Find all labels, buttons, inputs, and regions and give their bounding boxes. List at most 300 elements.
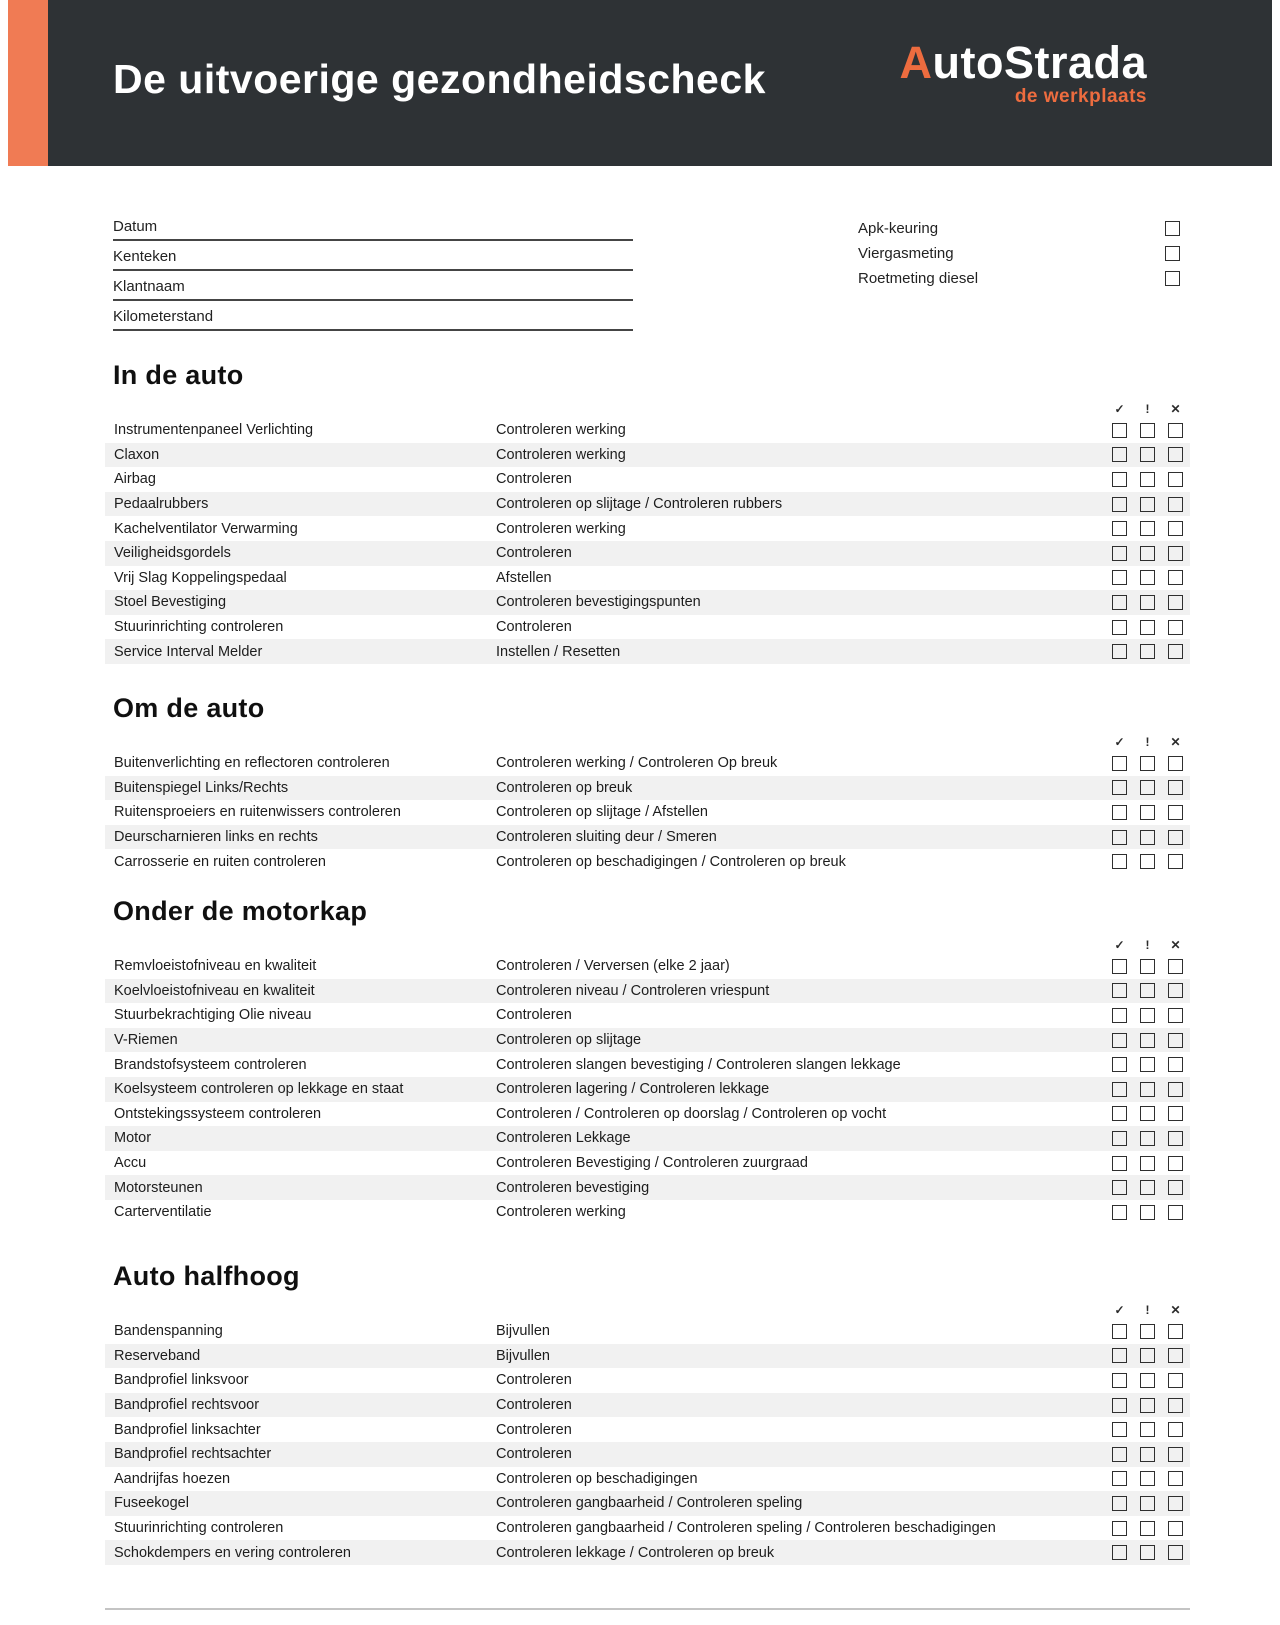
row-checkbox-ok[interactable] [1112, 1471, 1127, 1486]
accent-strip [8, 0, 48, 166]
row-checkbox-ok[interactable] [1112, 644, 1127, 659]
row-item-label: Koelvloeistofniveau en kwaliteit [114, 982, 315, 999]
row-action-label: Controleren / Controleren op doorslag / Controleren op vocht [496, 1105, 887, 1122]
row-checkbox-ok[interactable] [1112, 1373, 1127, 1388]
section-rows [105, 954, 1190, 1225]
row-checkbox-ok[interactable] [1112, 1180, 1127, 1195]
check-fail-icon: ✕ [1170, 1303, 1181, 1317]
row-checkbox-ok[interactable] [1112, 830, 1127, 845]
row-checkbox-fail[interactable] [1168, 983, 1183, 998]
row-checkbox-attention[interactable] [1140, 805, 1155, 820]
row-item-label: Fuseekogel [114, 1495, 189, 1512]
row-checkbox-ok[interactable] [1112, 570, 1127, 585]
row-checkbox-ok[interactable] [1112, 1324, 1127, 1339]
row-action-label: Controleren op beschadigingen [496, 1470, 698, 1487]
form-field[interactable] [113, 271, 633, 301]
row-checkbox-attention[interactable] [1140, 620, 1155, 635]
checklist-row [105, 849, 1190, 874]
row-checkboxes [1112, 1131, 1190, 1146]
row-checkbox-attention[interactable] [1140, 497, 1155, 512]
logo-accent-letter: A [899, 37, 933, 88]
row-checkbox-ok[interactable] [1112, 595, 1127, 610]
row-checkbox-ok[interactable] [1112, 546, 1127, 561]
row-action-label: Controleren [496, 619, 572, 636]
row-item-label: Accu [114, 1155, 147, 1172]
row-checkbox-attention[interactable] [1140, 1131, 1155, 1146]
check-ok-icon: ✓ [1114, 402, 1125, 416]
row-checkbox-ok[interactable] [1112, 447, 1127, 462]
row-checkboxes [1112, 1324, 1190, 1339]
check-fail-icon: ✕ [1170, 938, 1181, 952]
row-checkbox-attention[interactable] [1140, 1180, 1155, 1195]
row-checkbox-ok[interactable] [1112, 805, 1127, 820]
row-checkbox-fail[interactable] [1168, 1398, 1183, 1413]
form-field-label: Kenteken [113, 248, 177, 265]
row-item-label: Reserveband [114, 1347, 201, 1364]
row-checkboxes [1112, 854, 1190, 869]
row-checkbox-fail[interactable] [1168, 521, 1183, 536]
row-item-label: Service Interval Melder [114, 643, 263, 660]
row-action-label: Controleren [496, 1007, 572, 1024]
row-checkboxes [1112, 595, 1190, 610]
row-checkbox-fail[interactable] [1168, 497, 1183, 512]
form-field[interactable] [113, 241, 633, 271]
row-checkbox-ok[interactable] [1112, 1082, 1127, 1097]
row-checkbox-fail[interactable] [1168, 780, 1183, 795]
inspection-option-checkbox[interactable] [1165, 271, 1180, 286]
row-item-label: Stuurinrichting controleren [114, 619, 284, 636]
row-checkboxes [1112, 521, 1190, 536]
row-checkbox-ok[interactable] [1112, 1447, 1127, 1462]
row-checkbox-attention[interactable] [1140, 570, 1155, 585]
row-checkbox-ok[interactable] [1112, 1348, 1127, 1363]
row-item-label: Koelsysteem controleren op lekkage en staat [114, 1081, 404, 1098]
row-checkbox-ok[interactable] [1112, 983, 1127, 998]
row-checkbox-ok[interactable] [1112, 1422, 1127, 1437]
row-checkboxes [1112, 1422, 1190, 1437]
row-checkboxes [1112, 1521, 1190, 1536]
row-checkboxes [1112, 644, 1190, 659]
row-checkbox-fail[interactable] [1168, 1471, 1183, 1486]
checklist-row [105, 492, 1190, 517]
row-checkbox-attention[interactable] [1140, 1033, 1155, 1048]
row-checkbox-fail[interactable] [1168, 1057, 1183, 1072]
check-attention-icon: ! [1145, 402, 1150, 416]
row-checkbox-ok[interactable] [1112, 854, 1127, 869]
check-column-headers [105, 392, 1190, 418]
checklist-row [105, 1467, 1190, 1492]
row-checkbox-ok[interactable] [1112, 1156, 1127, 1171]
checklist-row [105, 1003, 1190, 1028]
row-checkbox-ok[interactable] [1112, 1398, 1127, 1413]
row-checkbox-attention[interactable] [1140, 1156, 1155, 1171]
row-checkbox-fail[interactable] [1168, 595, 1183, 610]
section-title: Auto halfhoog [113, 1261, 300, 1291]
row-checkbox-fail[interactable] [1168, 854, 1183, 869]
row-action-label: Controleren werking [496, 422, 626, 439]
row-checkbox-ok[interactable] [1112, 423, 1127, 438]
row-item-label: Vrij Slag Koppelingspedaal [114, 569, 287, 586]
row-checkboxes [1112, 983, 1190, 998]
row-checkbox-attention[interactable] [1140, 1348, 1155, 1363]
inspection-option-checkbox[interactable] [1165, 246, 1180, 261]
row-checkbox-fail[interactable] [1168, 1324, 1183, 1339]
row-item-label: Veiligheidsgordels [114, 545, 231, 562]
row-item-label: Motor [114, 1130, 152, 1147]
row-item-label: Schokdempers en vering controleren [114, 1544, 351, 1561]
row-checkbox-fail[interactable] [1168, 447, 1183, 462]
row-action-label: Controleren sluiting deur / Smeren [496, 829, 717, 846]
check-column-headers [105, 1293, 1190, 1319]
checklist-row [105, 954, 1190, 979]
bottom-divider [105, 1608, 1190, 1610]
row-checkboxes [1112, 756, 1190, 771]
row-checkbox-fail[interactable] [1168, 546, 1183, 561]
checklist-section [105, 1259, 1190, 1565]
row-checkbox-ok[interactable] [1112, 1205, 1127, 1220]
row-checkbox-fail[interactable] [1168, 1521, 1183, 1536]
checklist-row [105, 825, 1190, 850]
row-item-label: Brandstofsysteem controleren [114, 1056, 307, 1073]
row-item-label: Bandprofiel rechtsvoor [114, 1397, 260, 1414]
row-item-label: V-Riemen [114, 1032, 178, 1049]
row-checkbox-fail[interactable] [1168, 1008, 1183, 1023]
checklist-row [105, 776, 1190, 801]
row-checkbox-attention[interactable] [1140, 1373, 1155, 1388]
row-checkboxes [1112, 1373, 1190, 1388]
row-checkbox-attention[interactable] [1140, 644, 1155, 659]
row-item-label: Kachelventilator Verwarming [114, 520, 298, 537]
section-rows [105, 418, 1190, 664]
row-checkbox-fail[interactable] [1168, 472, 1183, 487]
form-fields [113, 211, 633, 331]
row-checkbox-attention[interactable] [1140, 756, 1155, 771]
checklist-row [105, 467, 1190, 492]
row-item-label: Bandenspanning [114, 1323, 223, 1340]
check-fail-icon: ✕ [1170, 402, 1181, 416]
row-action-label: Controleren op slijtage / Afstellen [496, 804, 708, 821]
row-action-label: Bijvullen [496, 1323, 550, 1340]
row-item-label: Ontstekingssysteem controleren [114, 1105, 322, 1122]
row-action-label: Controleren gangbaarheid / Controleren speling [496, 1495, 803, 1512]
checklist-row [105, 1102, 1190, 1127]
row-item-label: Claxon [114, 446, 160, 463]
inspection-option-label: Roetmeting diesel [858, 270, 979, 287]
form-field-label: Datum [113, 218, 158, 235]
checklist-row [105, 1368, 1190, 1393]
row-item-label: Bandprofiel linksachter [114, 1421, 261, 1438]
row-checkbox-fail[interactable] [1168, 620, 1183, 635]
row-checkbox-fail[interactable] [1168, 570, 1183, 585]
row-item-label: Pedaalrubbers [114, 496, 209, 513]
checklist-row [105, 615, 1190, 640]
row-checkbox-ok[interactable] [1112, 1545, 1127, 1560]
row-item-label: Motorsteunen [114, 1179, 203, 1196]
checklist-section [105, 691, 1190, 874]
row-item-label: Stuurbekrachtiging Olie niveau [114, 1007, 312, 1024]
row-checkbox-ok[interactable] [1112, 1008, 1127, 1023]
row-checkbox-ok[interactable] [1112, 959, 1127, 974]
row-checkboxes [1112, 1496, 1190, 1511]
inspection-option-label: Viergasmeting [858, 245, 954, 262]
section-title: Om de auto [113, 693, 265, 723]
row-action-label: Controleren op beschadigingen / Controleren op breuk [496, 853, 846, 870]
row-checkbox-attention[interactable] [1140, 595, 1155, 610]
row-action-label: Controleren op breuk [496, 779, 633, 796]
row-checkbox-ok[interactable] [1112, 780, 1127, 795]
check-attention-icon: ! [1145, 1303, 1150, 1317]
row-checkbox-attention[interactable] [1140, 1106, 1155, 1121]
row-item-label: Stuurinrichting controleren [114, 1520, 284, 1537]
inspection-option-checkbox[interactable] [1165, 221, 1180, 236]
checklist-row [105, 1344, 1190, 1369]
row-checkboxes [1112, 1348, 1190, 1363]
row-checkbox-attention[interactable] [1140, 1398, 1155, 1413]
row-action-label: Controleren Lekkage [496, 1130, 631, 1147]
row-checkbox-attention[interactable] [1140, 521, 1155, 536]
checklist-row [105, 1028, 1190, 1053]
checklist-row [105, 979, 1190, 1004]
row-item-label: Buitenverlichting en reflectoren controleren [114, 755, 390, 772]
row-checkboxes [1112, 1205, 1190, 1220]
row-checkbox-fail[interactable] [1168, 644, 1183, 659]
checklist-row [105, 418, 1190, 443]
inspection-option-row [858, 216, 1180, 241]
row-checkbox-fail[interactable] [1168, 1545, 1183, 1560]
row-item-label: Bandprofiel rechtsachter [114, 1446, 272, 1463]
section-rows [105, 1319, 1190, 1565]
row-checkboxes [1112, 1057, 1190, 1072]
row-checkbox-attention[interactable] [1140, 1324, 1155, 1339]
checklist-row [105, 590, 1190, 615]
row-checkbox-ok[interactable] [1112, 497, 1127, 512]
row-checkboxes [1112, 570, 1190, 585]
checklist-section [105, 358, 1190, 664]
row-checkbox-fail[interactable] [1168, 1496, 1183, 1511]
row-checkbox-fail[interactable] [1168, 423, 1183, 438]
checklist-row [105, 1442, 1190, 1467]
row-checkbox-attention[interactable] [1140, 959, 1155, 974]
inspection-options [858, 216, 1180, 291]
row-action-label: Controleren op slijtage / Controleren rubbers [496, 496, 783, 513]
checklist-row [105, 1393, 1190, 1418]
row-checkbox-fail[interactable] [1168, 805, 1183, 820]
page-header [0, 0, 1280, 166]
row-checkbox-attention[interactable] [1140, 423, 1155, 438]
row-checkbox-fail[interactable] [1168, 1348, 1183, 1363]
checklist-row [105, 639, 1190, 664]
autostrada-logo [899, 37, 1147, 107]
row-checkbox-fail[interactable] [1168, 756, 1183, 771]
row-checkboxes [1112, 620, 1190, 635]
form-field-label: Klantnaam [113, 278, 185, 295]
row-action-label: Controleren [496, 471, 572, 488]
checklist-row [105, 1151, 1190, 1176]
row-checkboxes [1112, 423, 1190, 438]
row-checkboxes [1112, 780, 1190, 795]
row-action-label: Controleren werking [496, 446, 626, 463]
row-checkboxes [1112, 1471, 1190, 1486]
row-action-label: Controleren werking [496, 520, 626, 537]
row-checkboxes [1112, 1398, 1190, 1413]
row-checkbox-attention[interactable] [1140, 830, 1155, 845]
page-title: De uitvoerige gezondheidscheck [113, 56, 766, 102]
row-checkboxes [1112, 1180, 1190, 1195]
row-item-label: Bandprofiel linksvoor [114, 1372, 249, 1389]
checklist-row [105, 1540, 1190, 1565]
row-checkbox-attention[interactable] [1140, 472, 1155, 487]
row-checkbox-attention[interactable] [1140, 983, 1155, 998]
row-checkbox-fail[interactable] [1168, 1033, 1183, 1048]
row-item-label: Aandrijfas hoezen [114, 1470, 231, 1487]
check-fail-icon: ✕ [1170, 735, 1181, 749]
row-checkbox-attention[interactable] [1140, 1205, 1155, 1220]
checklist-row [105, 1175, 1190, 1200]
check-ok-icon: ✓ [1114, 1303, 1125, 1317]
row-checkbox-attention[interactable] [1140, 1082, 1155, 1097]
checklist-row [105, 516, 1190, 541]
row-checkbox-fail[interactable] [1168, 1447, 1183, 1462]
row-item-label: Remvloeistofniveau en kwaliteit [114, 958, 317, 975]
row-checkboxes [1112, 447, 1190, 462]
row-checkbox-fail[interactable] [1168, 1082, 1183, 1097]
checklist-row [105, 443, 1190, 468]
row-item-label: Carrosserie en ruiten controleren [114, 853, 326, 870]
row-checkbox-ok[interactable] [1112, 1057, 1127, 1072]
row-checkboxes [1112, 1082, 1190, 1097]
row-checkbox-attention[interactable] [1140, 1545, 1155, 1560]
check-attention-icon: ! [1145, 938, 1150, 952]
row-item-label: Ruitensproeiers en ruitenwissers controleren [114, 804, 401, 821]
checklist-row [105, 1126, 1190, 1151]
row-checkbox-ok[interactable] [1112, 1131, 1127, 1146]
row-checkbox-attention[interactable] [1140, 1422, 1155, 1437]
row-action-label: Controleren niveau / Controleren vriespunt [496, 982, 770, 999]
row-checkboxes [1112, 1033, 1190, 1048]
row-checkbox-attention[interactable] [1140, 780, 1155, 795]
row-checkbox-ok[interactable] [1112, 1521, 1127, 1536]
row-action-label: Controleren bevestiging [496, 1179, 650, 1196]
checklist-row [105, 751, 1190, 776]
row-item-label: Deurscharnieren links en rechts [114, 829, 318, 846]
checklist-section [105, 894, 1190, 1225]
row-checkbox-attention[interactable] [1140, 1521, 1155, 1536]
row-checkbox-ok[interactable] [1112, 1106, 1127, 1121]
row-checkbox-fail[interactable] [1168, 1131, 1183, 1146]
row-checkbox-attention[interactable] [1140, 1447, 1155, 1462]
row-checkbox-fail[interactable] [1168, 1422, 1183, 1437]
row-checkbox-attention[interactable] [1140, 854, 1155, 869]
row-item-label: Airbag [114, 471, 156, 488]
row-action-label: Controleren werking [496, 1204, 626, 1221]
row-action-label: Controleren lekkage / Controleren op breuk [496, 1544, 775, 1561]
row-action-label: Controleren lagering / Controleren lekkage [496, 1081, 770, 1098]
row-checkbox-attention[interactable] [1140, 1471, 1155, 1486]
row-checkboxes [1112, 1156, 1190, 1171]
logo-wordmark-rest: utoStrada [932, 37, 1147, 88]
row-item-label: Stoel Bevestiging [114, 594, 227, 611]
row-checkbox-ok[interactable] [1112, 521, 1127, 536]
check-attention-icon: ! [1145, 735, 1150, 749]
checklist-row [105, 1417, 1190, 1442]
row-checkbox-fail[interactable] [1168, 1156, 1183, 1171]
checklist-row [105, 1319, 1190, 1344]
row-item-label: Instrumentenpaneel Verlichting [114, 422, 314, 439]
row-action-label: Controleren Bevestiging / Controleren zuurgraad [496, 1155, 808, 1172]
row-checkbox-ok[interactable] [1112, 1033, 1127, 1048]
form-field-label: Kilometerstand [113, 308, 214, 325]
row-checkbox-fail[interactable] [1168, 1373, 1183, 1388]
check-column-headers [105, 928, 1190, 954]
section-rows [105, 751, 1190, 874]
row-checkbox-ok[interactable] [1112, 756, 1127, 771]
row-checkbox-ok[interactable] [1112, 472, 1127, 487]
section-title: In de auto [113, 360, 244, 390]
row-checkbox-fail[interactable] [1168, 830, 1183, 845]
row-item-label: Carterventilatie [114, 1204, 212, 1221]
checklist-row [105, 800, 1190, 825]
row-action-label: Controleren werking / Controleren Op breuk [496, 755, 778, 772]
row-checkboxes [1112, 497, 1190, 512]
row-checkbox-fail[interactable] [1168, 959, 1183, 974]
row-checkbox-attention[interactable] [1140, 1496, 1155, 1511]
form-field[interactable] [113, 211, 633, 241]
row-action-label: Bijvullen [496, 1347, 550, 1364]
inspection-option-row [858, 241, 1180, 266]
checklist-row [105, 1052, 1190, 1077]
row-action-label: Controleren [496, 1446, 572, 1463]
form-field[interactable] [113, 301, 633, 331]
row-checkbox-fail[interactable] [1168, 1106, 1183, 1121]
row-checkbox-attention[interactable] [1140, 546, 1155, 561]
row-checkboxes [1112, 546, 1190, 561]
row-action-label: Controleren op slijtage [496, 1032, 642, 1049]
row-checkbox-attention[interactable] [1140, 1008, 1155, 1023]
checklist-row [105, 566, 1190, 591]
row-action-label: Controleren [496, 1397, 572, 1414]
row-checkboxes [1112, 472, 1190, 487]
row-checkboxes [1112, 1447, 1190, 1462]
check-ok-icon: ✓ [1114, 735, 1125, 749]
row-checkbox-fail[interactable] [1168, 1180, 1183, 1195]
row-action-label: Instellen / Resetten [496, 643, 621, 660]
row-checkboxes [1112, 830, 1190, 845]
checklist-row [105, 1491, 1190, 1516]
row-checkboxes [1112, 805, 1190, 820]
logo-subtitle: de werkplaats [1014, 86, 1147, 107]
row-checkbox-ok[interactable] [1112, 620, 1127, 635]
row-action-label: Controleren [496, 1421, 572, 1438]
row-checkboxes [1112, 959, 1190, 974]
section-title: Onder de motorkap [113, 896, 368, 926]
checklist-row [105, 1200, 1190, 1225]
checklist-row [105, 1077, 1190, 1102]
row-checkboxes [1112, 1008, 1190, 1023]
check-ok-icon: ✓ [1114, 938, 1125, 952]
row-checkbox-ok[interactable] [1112, 1496, 1127, 1511]
row-checkbox-fail[interactable] [1168, 1205, 1183, 1220]
row-action-label: Afstellen [496, 569, 552, 586]
checklist-row [105, 541, 1190, 566]
row-checkboxes [1112, 1545, 1190, 1560]
logo-wordmark [899, 37, 1147, 88]
row-checkbox-attention[interactable] [1140, 1057, 1155, 1072]
row-checkbox-attention[interactable] [1140, 447, 1155, 462]
row-action-label: Controleren [496, 545, 572, 562]
row-action-label: Controleren bevestigingspunten [496, 594, 701, 611]
row-action-label: Controleren [496, 1372, 572, 1389]
inspection-option-row [858, 266, 1180, 291]
